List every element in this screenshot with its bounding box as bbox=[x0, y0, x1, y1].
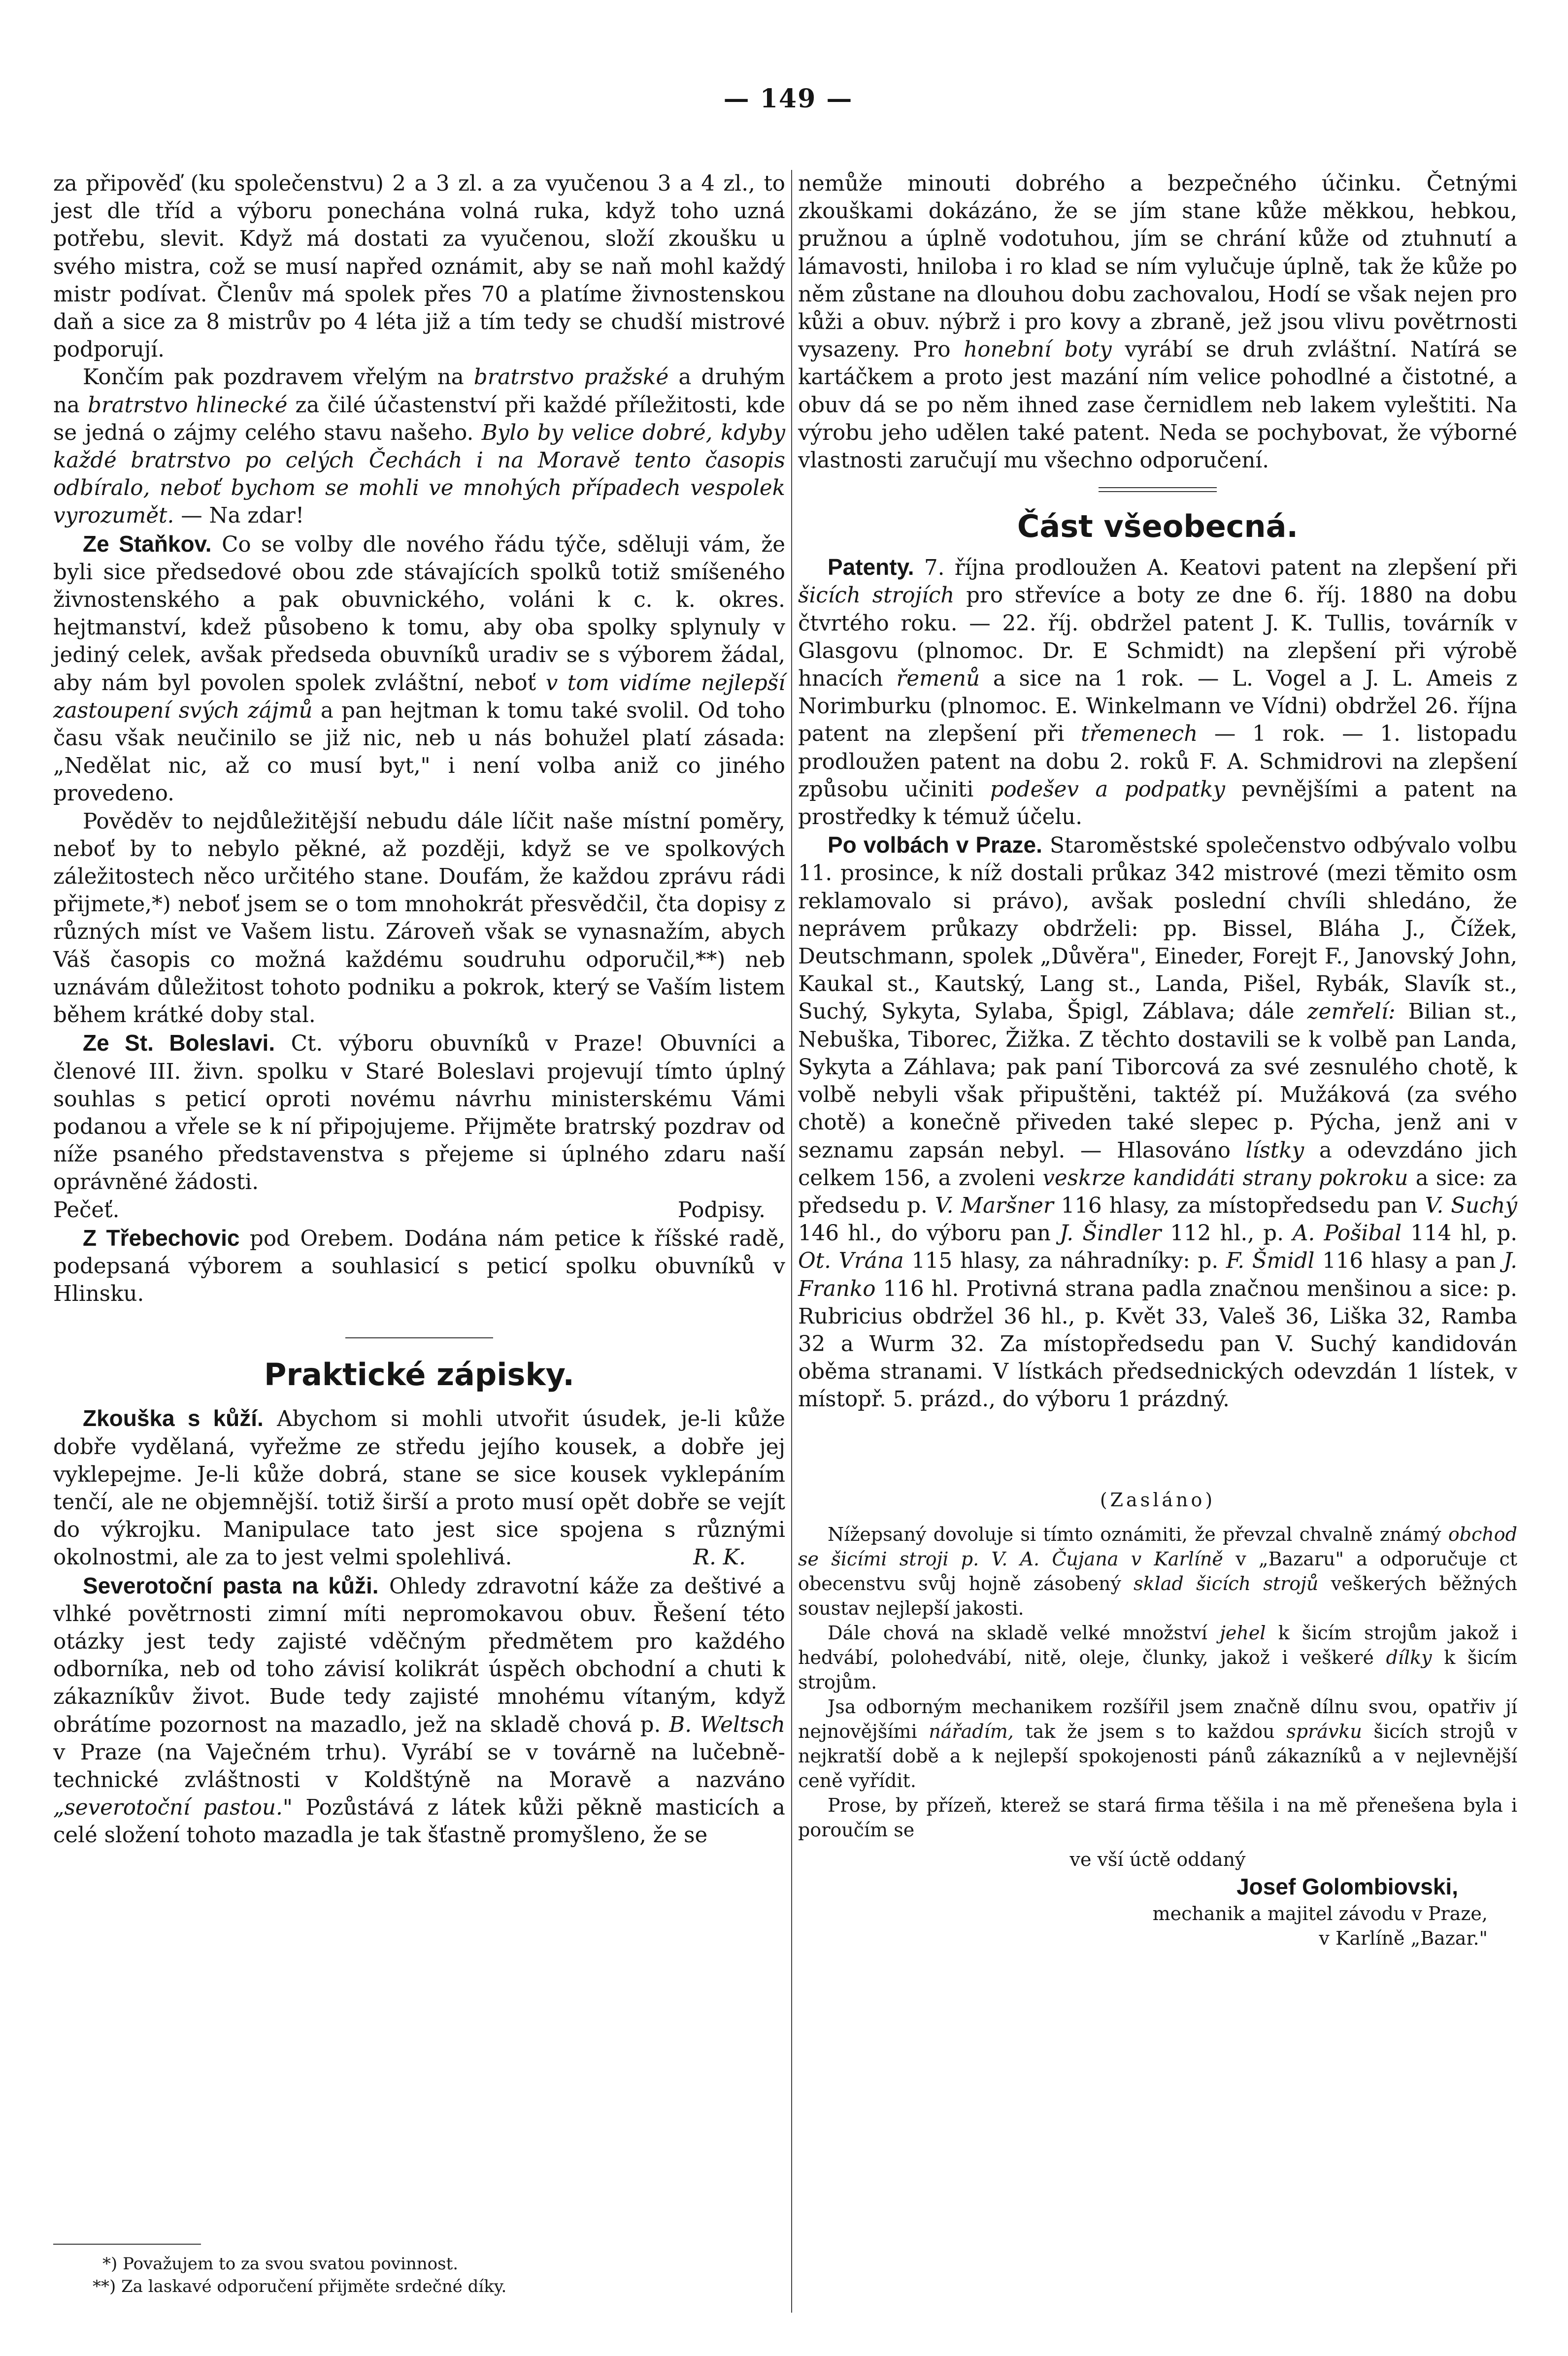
paragraph-zkouska bbox=[53, 1404, 785, 1571]
text: Prose, by přízeň, kterež se stará firma těšila i na mě přenešena byla i poroučím se bbox=[798, 1794, 1517, 1841]
ad-paragraph-1 bbox=[798, 1522, 1517, 1621]
advertiser-name: Josef Golombiovski, bbox=[1236, 1873, 1458, 1899]
text: vyrábí se druh zvláštní. Natírá se kartáčkem a proto jest mazání ním velice pohodlné a čistotné, a obuv dá se po něm ihned zase černidlem neb lakem vyleštiti. Na výrobu jeho udělen také patent. Neda se pochybovat, že výborné vlastnosti zaručují mu všechno odporučení. bbox=[798, 337, 1517, 473]
italic-text: v tom vidíme nejlepší zastoupení svých zájmů bbox=[53, 670, 786, 723]
advertiser-line-1: mechanik a majitel závodu v Praze, bbox=[1152, 1902, 1488, 1925]
italic-text: sklad šicích strojů bbox=[1134, 1572, 1319, 1594]
heading-patenty: Patenty. bbox=[828, 554, 914, 580]
paragraph-text: za připověď (ku společenstvu) 2 a 3 zl. a za vyučenou 3 a 4 zl., to jest dle tříd a výboru ponechána volná ruka, když toho uzná potřebu, slevit. Když má dostati za vyučenou, složí zkoušku u svého mistra, což se musí napřed oznámit, aby se naň mohl každý mistr podívat. Členův má spolek přes 70 a platíme živnostenskou daň a sice za 8 mistrův po 4 léta již a tím tedy se chudší mistrové podporují. bbox=[53, 171, 785, 363]
double-rule bbox=[1099, 487, 1217, 492]
heading-pasta: Severotoční pasta na kůži. bbox=[83, 1572, 379, 1598]
italic-text: bratrstvo hlinecké bbox=[87, 393, 288, 418]
text: Pověděv to nejdůležitější nebudu dále líčit naše místní poměry, neboť by to nebylo pěkné, až později, když se ve spolkových záležitostech něco určitého stane. Doufám, že každou zprávu rádi přijmete,*) neboť jsem se o tom mnohokrát přesvědčil, čta dopisy z různých míst ve Vašem listu. Zároveň však se vynasnažím, abych Váš časopis co možná každému soudruhu odporučil,**) neb uznávám důležitost tohoto podniku a pokrok, který se Vaším listem během krátké doby stal. bbox=[53, 809, 785, 1028]
heading-trebechovic: Z Třebechovic bbox=[83, 1225, 240, 1251]
italic-text: honební boty bbox=[964, 337, 1112, 363]
italic-text: obchod se šicími stroji p. V. A. Čujana v Karlíně bbox=[798, 1523, 1517, 1570]
author-initials: R. K. bbox=[693, 1545, 746, 1570]
italic-text: zemřelí: bbox=[1307, 999, 1396, 1025]
italic-text: J. Šindler bbox=[1060, 1221, 1162, 1246]
text: — 1 rok. — 1. listopadu prodloužen patent na dobu 2. roků F. A. Schmidrovi na zlepšení způsobu učiniti bbox=[798, 722, 1518, 802]
italic-text: Bylo by velice dobré, kdyby každé bratrstvo po celých Čechách i na Moravě tento časopis odbíralo, neboť bychom se mohli ve mnohých případech vespolek vyrozumět. bbox=[53, 420, 786, 529]
text: Bilian st., Nebuška, Tiborec, Žižka. Z těchto dostavili se k volbě pan Landa, Sykyta a Záhlava; pak paní Tiborcová za své zesnulého chotě, k volbě nebyli však připuštěni, taktéž pí. Mužáková (za svého chotě) a konečně přiveden také slepec p. Pýcha, jenž ani v seznamu zapsán nebyl. — Hlasováno bbox=[798, 999, 1518, 1163]
italic-text: nářadím, bbox=[929, 1720, 1014, 1742]
text: veškerých běžných soustav nejlepší jakosti. bbox=[798, 1572, 1517, 1619]
section-title-prakticke: Praktické zápisky. bbox=[264, 1357, 574, 1393]
ad-closing: ve vší úctě oddaný bbox=[1069, 1848, 1246, 1870]
right-column bbox=[798, 170, 1517, 1951]
paragraph-patenty bbox=[798, 553, 1517, 831]
text: Končím pak pozdravem vřelým na bbox=[83, 365, 464, 390]
paragraph-greeting bbox=[53, 364, 785, 530]
text: 146 hl., do výboru pan bbox=[798, 1221, 1051, 1246]
italic-text: veskrze kandidáti strany pokroku bbox=[1042, 1165, 1408, 1191]
text: 116 hlasy, za místopředsedu pan bbox=[1061, 1193, 1418, 1218]
text: 115 hlasy, za náhradníky: p. bbox=[911, 1249, 1219, 1274]
text: za čilé účastenství při každé příležitosti, kde se jedná o zájmy celého stavu našeho. bbox=[53, 393, 786, 445]
italic-text: jehel bbox=[1220, 1622, 1266, 1644]
footnote-rule bbox=[53, 2244, 201, 2245]
text: — Na zdar! bbox=[181, 503, 304, 529]
text: 114 hl, p. bbox=[1410, 1221, 1518, 1246]
text: a druhým na bbox=[53, 365, 785, 418]
italic-text: F. Šmidl bbox=[1226, 1249, 1315, 1274]
footnote-2: **) Za laskavé odporučení přijměte srdečné díky. bbox=[93, 2277, 507, 2296]
text: k šicím strojům jakož i hedvábí, polohedvábí, nitě, oleje, člunky, jakož i veškeré bbox=[798, 1622, 1517, 1668]
section-title-vseobecna: Část všeobecná. bbox=[1017, 508, 1299, 545]
left-column bbox=[53, 170, 785, 1850]
paragraph-membership bbox=[53, 170, 785, 364]
text: pod Orebem. Dodána nám petice k říšské radě, podepsaná výborem a souhlasicí s peticí spolku obuvníků v Hlinsku. bbox=[53, 1226, 786, 1307]
text: 116 hl. Protivná strana padla značnou menšinou a sice: p. Rubricius obdržel 36 hl., p. Květ 33, Valeš 36, Liška 32, Ramba 32 a Wurm 32. Za místopředsedu pan V. Suchý kandidován oběma stranami. V lístkách předsednických odevzdán 1 lístek, v místopř. 5. prázd., do výboru 1 prázdný. bbox=[798, 1276, 1517, 1412]
italic-text: řemenů bbox=[896, 666, 980, 692]
text: Abychom si mohli utvořit úsudek, je-li kůže dobře vydělaná, vyřežme ze středu jejího kousek, a dobře jej vyklepejme. Je-li kůže dobrá, stane se sice kousek vyklepáním tenčí, ale ne objemnější. totiž širší a proto musí opět dobře se vejít do výkrojku. Manipulace tato jest sice spojena s různými okolnostmi, ale za to jest velmi spolehlivá. bbox=[53, 1407, 785, 1570]
footnotes bbox=[53, 2244, 785, 2298]
heading-stankov: Ze Staňkov. bbox=[83, 531, 212, 557]
text: Ohledy zdravotní káže za deštivé a vlhké povětrnosti zimní míti nepromokavou obuv. Řešení této otázky jest tedy zajisté vděčným předmětem pro každého odborníka, neb od toho závisí kolikrát úspěch obchodní a chuti k zákazníkův život. Bude tedy zajisté mnohému vítaným, když obrátíme pozornost na mazadlo, jež na skladě chová p. bbox=[53, 1574, 785, 1737]
footnote-1: *) Považujem to za svou svatou povinnost. bbox=[102, 2254, 459, 2274]
text: pevnějšími a patent na prostředky k témuž účelu. bbox=[798, 777, 1517, 830]
text: Dále chová na skladě velké množství bbox=[828, 1622, 1207, 1644]
advertiser-line-2: v Karlíně „Bazar." bbox=[1319, 1927, 1488, 1949]
text: tak že jsem s to každou bbox=[1025, 1720, 1275, 1742]
signatures-label: Podpisy. bbox=[677, 1197, 766, 1223]
text: 112 hl., p. bbox=[1170, 1221, 1284, 1246]
heading-boleslav: Ze St. Boleslavi. bbox=[83, 1030, 275, 1056]
italic-text: Ot. Vrána bbox=[798, 1249, 904, 1274]
text: šicích strojů v nejkratší době a k nejlepší spokojenosti pánů zákazníků a v nejlevnější ceně vyřídit. bbox=[798, 1720, 1517, 1792]
advertisement-zaslano bbox=[798, 1488, 1517, 1951]
text: a odevzdáno jich celkem 156, a zvoleni bbox=[798, 1138, 1518, 1191]
paragraph-pasta bbox=[53, 1572, 785, 1850]
text: Co se volby dle nového řádu týče, sděluji vám, že byli sice předsedové obou zde stávajících spolků totiž smíšeného živnostenského a pak obuvnického, voláni k c. k. okres. hejtmanství, kdež působeno k tomu, aby oba spolky splynuly v jediný celek, avšak předseda obuvníků uradiv se s výborem žádal, aby nám byl povolen spolek zvláštní, neboť bbox=[53, 532, 786, 696]
italic-text: B. Weltsch bbox=[669, 1712, 785, 1737]
text: nemůže minouti dobrého a bezpečného účinku. Četnými zkouškami dokázáno, že se jím stane kůže měkkou, hebkou, pružnou a úplně vodotuhou, jím se chrání kůže od ztuhnutí a lámavosti, hniloba i ro klad se ním vylučuje úplně, tak že kůže po něm zůstane na dlouhou dobu zachovalou, Hodí se však nejen pro kůži a obuv. nýbrž i pro kovy a zbraně, jež jsou vlivu povětrnosti vysazeny. Pro bbox=[798, 171, 1517, 363]
ad-paragraph-4 bbox=[798, 1793, 1517, 1842]
column-divider bbox=[791, 170, 792, 2313]
italic-text: lístky bbox=[1245, 1138, 1304, 1163]
heading-zkouska: Zkouška s kůží. bbox=[83, 1405, 264, 1431]
italic-text: bratrstvo pražské bbox=[473, 365, 669, 390]
signature-line bbox=[53, 1196, 785, 1224]
text: Nížepsaný dovoluje si tímto oznámiti, že převzal chvalně známý bbox=[828, 1523, 1441, 1545]
italic-text: šicích strojích bbox=[798, 583, 955, 608]
text: 7. října prodloužen A. Keatovi patent na zlepšení při bbox=[924, 556, 1517, 581]
italic-text: třemenech bbox=[1081, 722, 1198, 747]
text: a sice: za předsedu p. bbox=[798, 1165, 1517, 1218]
text: Jsa odborným mechanikem rozšířil jsem značně dílnu svou, opatřiv jí nejnovějšími bbox=[798, 1695, 1517, 1742]
seal-label: Pečeť. bbox=[53, 1197, 120, 1223]
page-number: — 149 — bbox=[723, 84, 853, 114]
italic-text: podešev a podpatky bbox=[990, 777, 1225, 802]
ad-paragraph-2 bbox=[798, 1621, 1517, 1694]
text: a sice na 1 rok. — L. Vogel a J. L. Ameis z Norimburku (plnomoc. E. Winkelmann ve Vídni) obdržel 26. října patent na zlepšení při bbox=[798, 666, 1517, 747]
paragraph-pasta-cont bbox=[798, 170, 1517, 474]
italic-text: „severotoční pastou." bbox=[53, 1795, 293, 1821]
text: 116 hlasy a pan bbox=[1322, 1249, 1496, 1274]
italic-text: V. Maršner bbox=[934, 1193, 1054, 1218]
italic-text: J. Franko bbox=[798, 1249, 1517, 1301]
text: Ct. výboru obuvníků v Praze! Obuvníci a členové III. živn. spolku v Staré Boleslavi projevují tímto úplný souhlas s peticí oproti novému návrhu ministerskému Vámi podanou a vřele se k ní připojujeme. Přijměte bratrský pozdrav od níže psaného představenstva s přejeme si úplného zdaru naší oprávněné žádosti. bbox=[53, 1031, 786, 1195]
ad-paragraph-3 bbox=[798, 1694, 1517, 1793]
italic-text: správku bbox=[1286, 1720, 1362, 1742]
italic-text: dílky bbox=[1386, 1646, 1432, 1668]
italic-text: V. Suchý bbox=[1425, 1193, 1517, 1218]
text: v „Bazaru" a odporučuje ct obecenstvu svůj hojně zásobený bbox=[798, 1548, 1518, 1594]
text: Pozůstává z látek kůži pěkně masticích a celé složení tohoto mazadla je tak šťastně promyšleno, že se bbox=[53, 1795, 785, 1848]
paragraph-volby bbox=[798, 831, 1517, 1413]
paragraph-trebechovic bbox=[53, 1224, 785, 1308]
text: a pan hejtman k tomu také svolil. Od toho času však neučinilo se již nic, neb u nás bohužel platí zásada: „Nedělat nic, až co musí byt," i není volba aniž co jiného provedeno. bbox=[53, 698, 785, 806]
text: pro střevíce a boty ze dne 6. říj. 1880 na dobu čtvrtého roku. — 22. říj. obdržel patent J. K. Tullis, továrník v Glasgovu (plnomoc. Dr. E Schmidt) na zlepšení při výrobě hnacích bbox=[798, 583, 1517, 692]
heading-volby: Po volbách v Praze. bbox=[828, 832, 1042, 858]
italic-text: A. Pošibal bbox=[1293, 1221, 1402, 1246]
text: k šicím strojům. bbox=[798, 1646, 1517, 1693]
paragraph-conclusion bbox=[53, 808, 785, 1029]
text: Staroměstské společenstvo odbývalo volbu 11. prosince, k níž dostali průkaz 342 mistrové (mezi těmito osm reklamovalo si právo), avšak poslední chvíli shledáno, že neprávem průkazy obdrželi: pp. Bissel, Bláha J., Čížek, Deutschmann, spolek „Důvěra", Eineder, Forejt F., Janovský John, Kaukal st., Kautský, Lang st., Landa, Pišel, Rybák, Slavík st., Suchý, Sykyta, Sylaba, Špigl, Záblava; dále bbox=[798, 833, 1518, 1025]
zaslano-title: (Zasláno) bbox=[1100, 1489, 1216, 1511]
paragraph-boleslav bbox=[53, 1029, 785, 1196]
paragraph-stankov bbox=[53, 530, 785, 808]
rule bbox=[345, 1337, 493, 1338]
text: v Praze (na Vaječném trhu). Vyrábí se v továrně na lučebně-technické zvláštnosti v Koldštýně na Moravě a nazváno bbox=[53, 1740, 785, 1792]
